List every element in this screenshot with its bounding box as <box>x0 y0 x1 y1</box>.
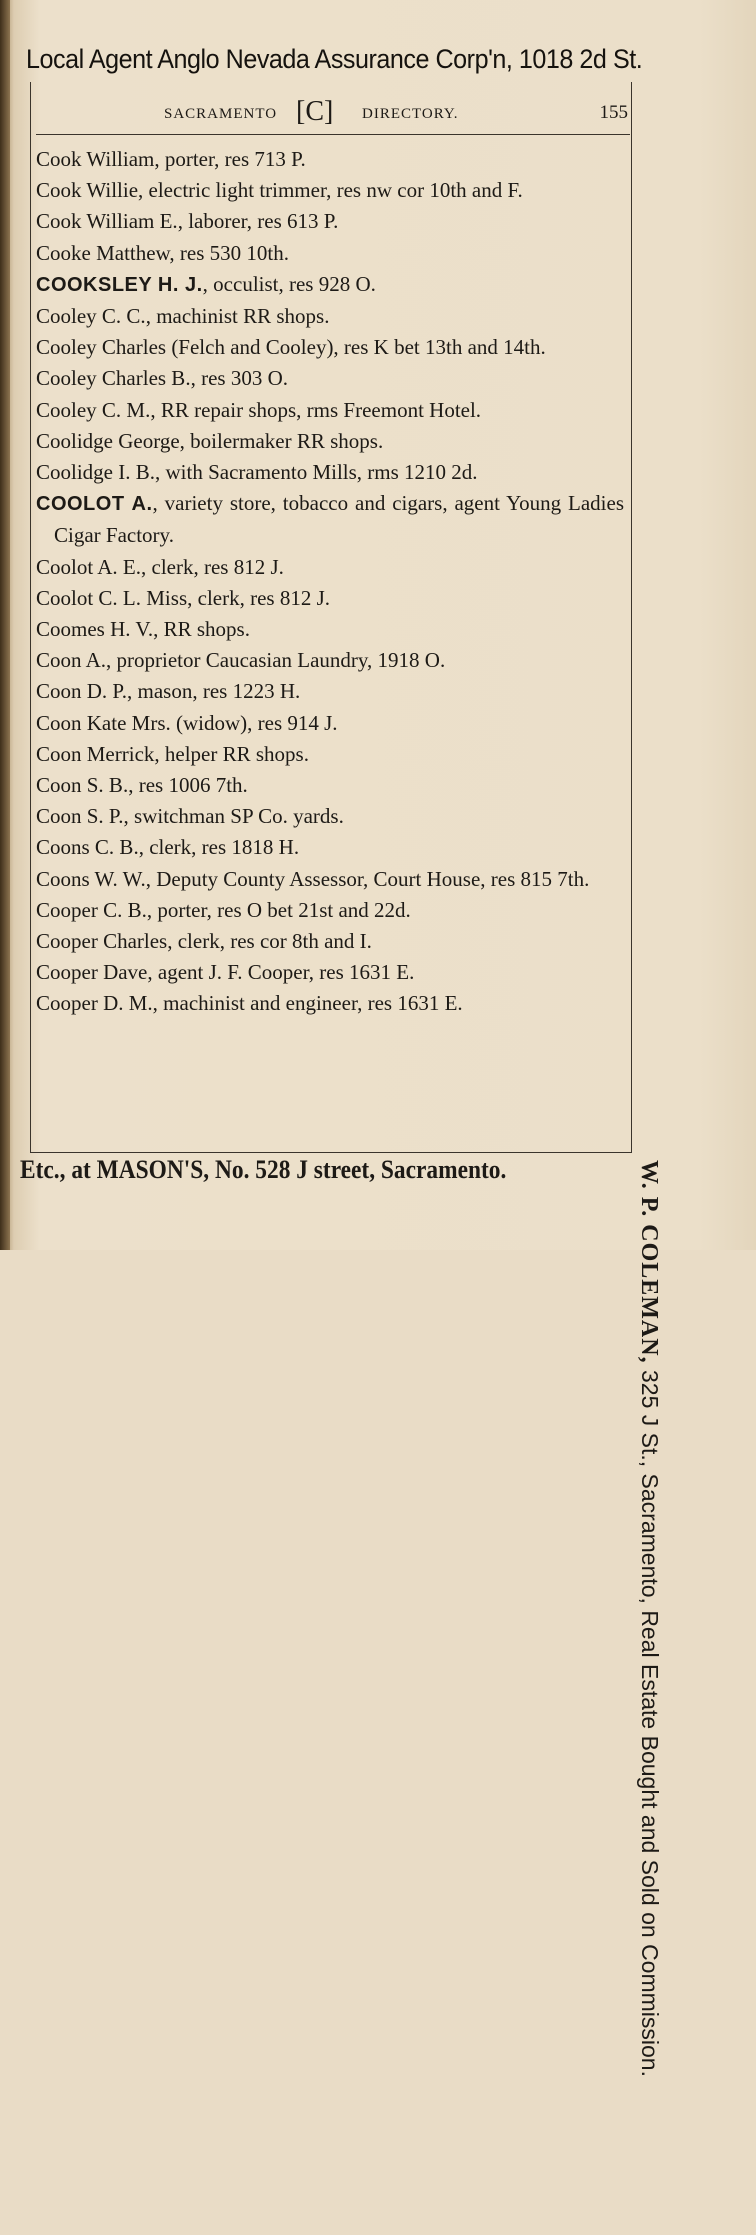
entry-details: , clerk, res 812 J. <box>141 554 284 579</box>
directory-entry <box>36 583 624 614</box>
entry-name: Cook Willie <box>36 178 139 203</box>
book-spine-shadow <box>0 0 10 1250</box>
entry-details: (Felch and Cooley), res K bet 13th and 14th. <box>166 335 546 360</box>
header-rule <box>36 134 630 135</box>
directory-entry <box>36 552 624 583</box>
entry-details: , laborer, res 613 P. <box>177 209 339 234</box>
entry-name: Cook William E. <box>36 209 178 234</box>
entry-name: Cooper Charles <box>36 929 168 954</box>
entry-details: , RR repair shops, rms Freemont Hotel. <box>150 397 482 422</box>
entry-details: , machinist and engineer, res 1631 E. <box>152 991 463 1016</box>
entry-name: Cooley C. M. <box>36 397 151 422</box>
entry-name: Coons C. B. <box>36 835 139 860</box>
entry-name: Coon S. P. <box>36 804 124 829</box>
entry-details: , RR shops. <box>153 617 250 642</box>
entry-name: Coolidge I. B. <box>36 460 155 485</box>
bottom-advertisement: Etc., at MASON'S, No. 528 J street, Sacramento. <box>20 1155 507 1184</box>
entry-name: Cooley Charles <box>36 335 167 360</box>
entry-details: , mason, res 1223 H. <box>127 679 301 704</box>
entry-name: Coolot A. E. <box>36 554 142 579</box>
directory-entry <box>36 645 624 676</box>
directory-entry <box>36 175 624 206</box>
entry-details: (widow), res 914 J. <box>170 710 338 735</box>
entry-details: , variety store, tobacco and cigars, agent Young Ladies Cigar Factory. <box>54 491 624 548</box>
entry-name: Coolot C. L. Miss <box>36 585 188 610</box>
entry-name: Coons W. W. <box>36 866 146 891</box>
directory-entry <box>36 926 624 957</box>
entry-details: , occulist, res 928 O. <box>202 271 376 296</box>
directory-entry <box>36 801 624 832</box>
directory-entry <box>36 426 624 457</box>
entry-details: , clerk, res cor 8th and I. <box>167 929 372 954</box>
entry-details: , helper RR shops. <box>154 741 309 766</box>
directory-entry <box>36 957 624 988</box>
entry-name: Cook William <box>36 147 155 171</box>
page-number: 155 <box>599 102 628 123</box>
side-ad-text: 325 J St., Sacramento, Real Estate Bought and Sold on Commission. <box>637 1363 663 2077</box>
entry-details: , with Sacramento Mills, rms 1210 2d. <box>155 460 478 485</box>
entry-name: Coon Kate Mrs. <box>36 710 171 735</box>
directory-entry <box>36 895 624 926</box>
running-header <box>30 96 630 128</box>
entry-details: , res 530 10th. <box>169 240 289 265</box>
entry-name: Cooke Matthew <box>36 240 170 265</box>
directory-entry <box>36 739 624 770</box>
directory-entry <box>36 708 624 739</box>
directory-entry <box>36 301 624 332</box>
entry-name: Coon Merrick <box>36 741 155 766</box>
directory-entry <box>36 238 624 269</box>
directory-entry <box>36 488 624 551</box>
directory-entry <box>36 457 624 488</box>
entry-details: , porter, res O bet 21st and 22d. <box>146 897 411 922</box>
entry-details: , clerk, res 1818 H. <box>138 835 300 860</box>
entry-details: , electric light trimmer, res nw cor 10th and F. <box>138 178 523 203</box>
header-city: SACRAMENTO <box>164 106 278 122</box>
entry-name: Cooley Charles B. <box>36 366 191 391</box>
directory-entry <box>36 614 624 645</box>
side-advertisement <box>635 1160 663 2235</box>
directory-entry <box>36 832 624 863</box>
entry-details: , machinist RR shops. <box>145 304 330 329</box>
directory-entry <box>36 206 624 237</box>
entry-name: Coon D. P. <box>36 679 128 704</box>
directory-entry <box>36 144 624 175</box>
entry-name: Cooper Dave <box>36 960 148 985</box>
header-title: DIRECTORY. <box>362 106 459 122</box>
entry-name: Cooper C. B. <box>36 897 147 922</box>
entry-details: , porter, res 713 P. <box>154 147 306 171</box>
entry-details: , proprietor Caucasian Laundry, 1918 O. <box>106 648 446 673</box>
directory-entry <box>36 395 624 426</box>
directory-entry <box>36 363 624 394</box>
entry-details: , res 303 O. <box>190 366 288 391</box>
directory-entry <box>36 770 624 801</box>
directory-entries <box>36 144 624 1020</box>
entry-name: Coolidge George <box>36 428 180 453</box>
entry-details: , res 1006 7th. <box>128 773 248 798</box>
side-ad-name: W. P. COLEMAN, <box>636 1160 662 1364</box>
directory-entry <box>36 988 624 1019</box>
directory-entry <box>36 864 624 895</box>
entry-name: COOKSLEY H. J. <box>36 273 203 296</box>
entry-details: , agent J. F. Cooper, res 1631 E. <box>147 960 415 985</box>
entry-name: Cooper D. M. <box>36 991 153 1016</box>
header-letter: [C] <box>296 96 334 127</box>
entry-name: Coon S. B. <box>36 773 129 798</box>
entry-name: Cooley C. C. <box>36 304 146 329</box>
entry-details: , clerk, res 812 J. <box>187 585 331 610</box>
directory-entry <box>36 332 624 363</box>
top-advertisement: Local Agent Anglo Nevada Assurance Corp'n, 1018 2d St. <box>26 44 643 74</box>
directory-entry <box>36 269 624 301</box>
entry-details: , Deputy County Assessor, Court House, res 815 7th. <box>145 866 590 891</box>
entry-details: , switchman SP Co. yards. <box>123 804 344 829</box>
entry-name: Coomes H. V. <box>36 617 154 642</box>
directory-entry <box>36 676 624 707</box>
entry-name: Coon A. <box>36 648 107 673</box>
entry-name: COOLOT A. <box>36 493 153 516</box>
entry-details: , boilermaker RR shops. <box>179 428 384 453</box>
